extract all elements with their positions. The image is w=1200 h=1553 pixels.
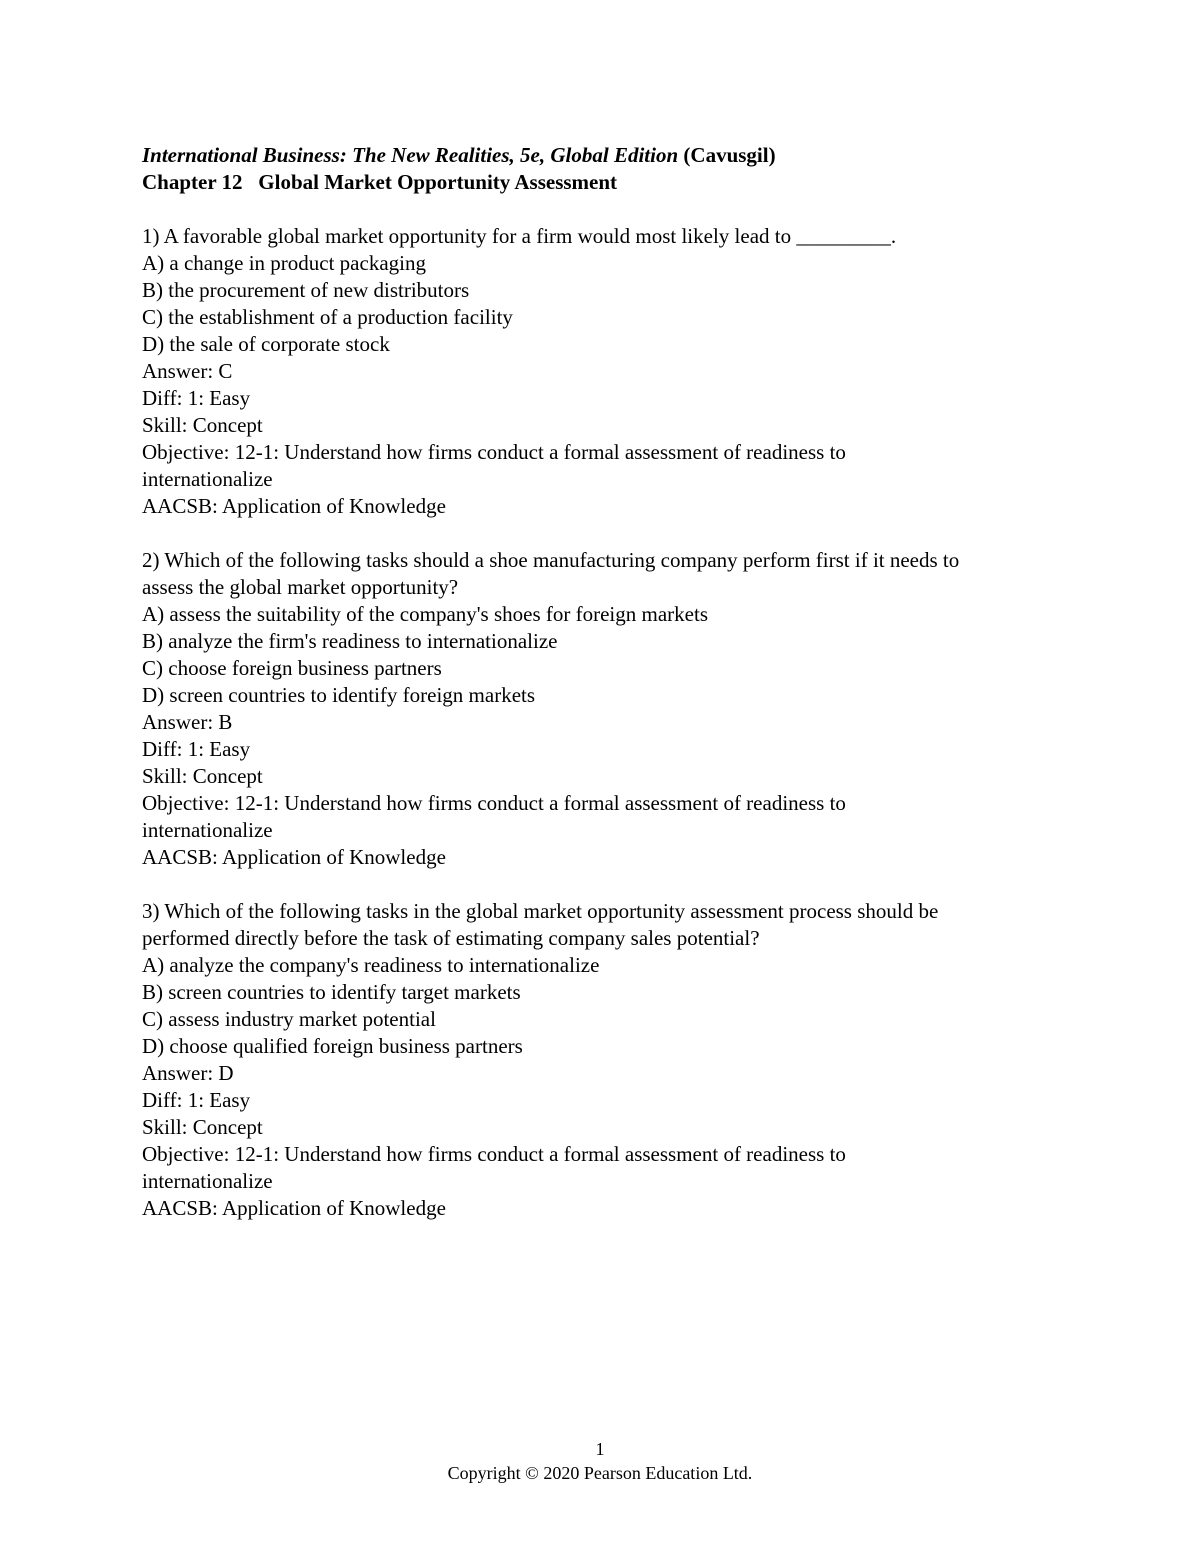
spacer	[142, 871, 1072, 898]
option-b: B) analyze the firm's readiness to internationalize	[142, 629, 558, 653]
book-title-line	[142, 142, 1072, 169]
objective-line-continued: internationalize	[142, 818, 273, 842]
option-d: D) the sale of corporate stock	[142, 332, 390, 356]
spacer	[142, 520, 1072, 547]
difficulty-line: Diff: 1: Easy	[142, 386, 251, 410]
question-stem: 2) Which of the following tasks should a shoe manufacturing company perform first if it needs to	[142, 548, 960, 572]
copyright-notice: Copyright © 2020 Pearson Education Ltd.	[447, 1463, 753, 1483]
page-number: 1	[595, 1439, 605, 1459]
question-stem: 3) Which of the following tasks in the global market opportunity assessment process should be	[142, 899, 939, 923]
option-c: C) assess industry market potential	[142, 1007, 436, 1031]
option-c: C) the establishment of a production facility	[142, 305, 513, 329]
book-title: International Business: The New Realities, 5e, Global Edition	[142, 143, 679, 167]
option-c: C) choose foreign business partners	[142, 656, 442, 680]
question-stem-continued: assess the global market opportunity?	[142, 575, 459, 599]
option-a: A) assess the suitability of the company's shoes for foreign markets	[142, 602, 708, 626]
difficulty-line: Diff: 1: Easy	[142, 1088, 251, 1112]
objective-line: Objective: 12-1: Understand how firms conduct a formal assessment of readiness to	[142, 440, 846, 464]
option-b: B) the procurement of new distributors	[142, 278, 470, 302]
question-stem: 1) A favorable global market opportunity for a firm would most likely lead to _________.	[142, 224, 897, 248]
answer-line: Answer: D	[142, 1061, 234, 1085]
book-author: (Cavusgil)	[683, 143, 776, 167]
option-a: A) a change in product packaging	[142, 251, 426, 275]
skill-line: Skill: Concept	[142, 764, 263, 788]
objective-line-continued: internationalize	[142, 1169, 273, 1193]
question-1	[142, 223, 1072, 520]
option-d: D) choose qualified foreign business partners	[142, 1034, 523, 1058]
objective-line-continued: internationalize	[142, 467, 273, 491]
page-content	[142, 142, 1072, 1222]
question-2	[142, 547, 1072, 871]
option-b: B) screen countries to identify target markets	[142, 980, 521, 1004]
question-stem-continued: performed directly before the task of estimating company sales potential?	[142, 926, 760, 950]
objective-line: Objective: 12-1: Understand how firms conduct a formal assessment of readiness to	[142, 1142, 846, 1166]
skill-line: Skill: Concept	[142, 1115, 263, 1139]
chapter-heading: Chapter 12 Global Market Opportunity Assessment	[142, 170, 618, 194]
difficulty-line: Diff: 1: Easy	[142, 737, 251, 761]
aacsb-line: AACSB: Application of Knowledge	[142, 1196, 446, 1220]
aacsb-line: AACSB: Application of Knowledge	[142, 494, 446, 518]
option-a: A) analyze the company's readiness to internationalize	[142, 953, 600, 977]
aacsb-line: AACSB: Application of Knowledge	[142, 845, 446, 869]
spacer	[142, 196, 1072, 223]
objective-line: Objective: 12-1: Understand how firms conduct a formal assessment of readiness to	[142, 791, 846, 815]
answer-line: Answer: C	[142, 359, 233, 383]
skill-line: Skill: Concept	[142, 413, 263, 437]
question-3	[142, 898, 1072, 1222]
answer-line: Answer: B	[142, 710, 233, 734]
option-d: D) screen countries to identify foreign markets	[142, 683, 536, 707]
